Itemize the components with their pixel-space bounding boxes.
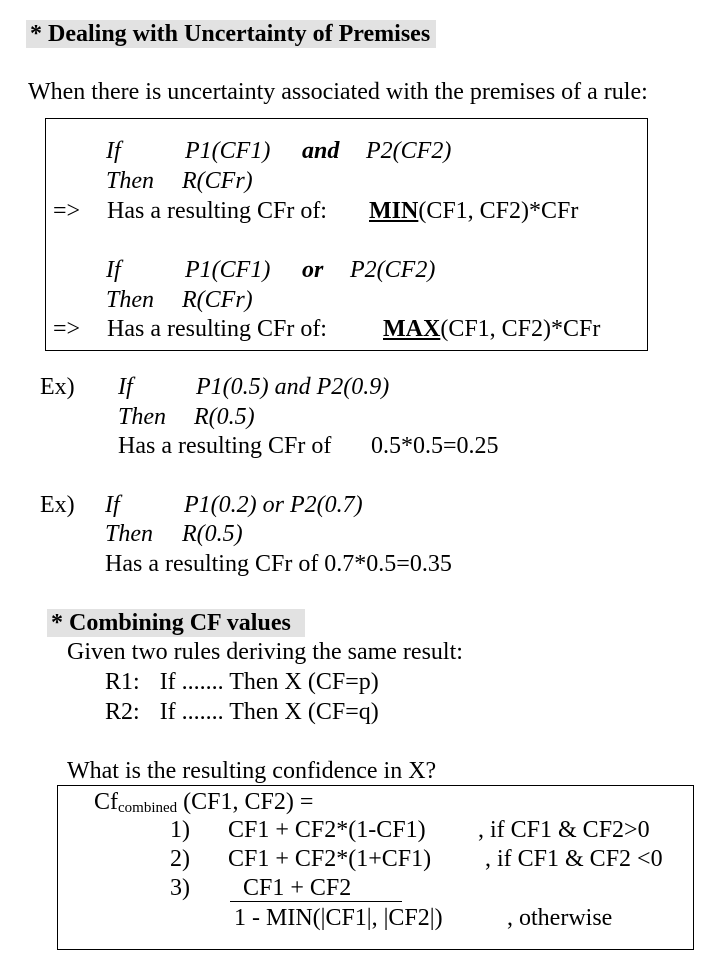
fraction-denominator: 1 - MIN(|CF1|, |CF2|): [234, 905, 443, 931]
cf-symbol: Cf: [94, 789, 118, 815]
example-result: R(0.5): [182, 521, 243, 547]
max-formula: [383, 317, 600, 341]
cf-combined-label: [94, 790, 313, 816]
if-keyword: If: [106, 257, 121, 283]
rule-label: R2:: [105, 699, 140, 725]
result-r: R(CFr): [182, 287, 253, 313]
case-number: 3): [170, 875, 190, 901]
example-calc: 0.5*0.5=0.25: [371, 433, 499, 459]
premise-p2: P2(CF2): [366, 138, 452, 164]
case-condition: , otherwise: [507, 905, 613, 931]
min-function: MIN: [369, 198, 419, 224]
intro-text: When there is uncertainty associated with the premises of a rule:: [28, 79, 648, 105]
operator-or: or: [302, 257, 324, 283]
example-label: Ex): [40, 492, 75, 518]
then-keyword: Then: [118, 404, 166, 430]
implies-arrow: =>: [53, 316, 81, 342]
case-condition: , if CF1 & CF2 <0: [485, 846, 663, 872]
example-premise: P1(0.5) and P2(0.9): [196, 374, 390, 400]
case-number: 1): [170, 817, 190, 843]
section-heading-combining: * Combining CF values: [47, 609, 305, 637]
resulting-cfr-text: Has a resulting CFr of:: [107, 198, 327, 224]
formula-args: (CF1, CF2)*CFr: [440, 316, 601, 342]
case-number: 2): [170, 846, 190, 872]
resulting-cfr-text: Has a resulting CFr of:: [107, 316, 327, 342]
rule-r2: [105, 700, 379, 724]
case-expression: CF1 + CF2*(1-CF1): [228, 817, 426, 843]
section-heading-premises: * Dealing with Uncertainty of Premises: [26, 20, 436, 48]
example-label: Ex): [40, 374, 75, 400]
max-function: MAX: [383, 316, 441, 342]
cf-subscript: combined: [118, 800, 178, 816]
then-keyword: Then: [105, 521, 153, 547]
example-premise: P1(0.2) or P2(0.7): [184, 492, 363, 518]
if-keyword: If: [118, 374, 133, 400]
if-keyword: If: [105, 492, 120, 518]
rule-r1: [105, 670, 379, 694]
formula-args: (CF1, CF2)*CFr: [418, 198, 579, 224]
if-keyword: If: [106, 138, 121, 164]
premise-p2: P2(CF2): [350, 257, 436, 283]
fraction-line: [230, 901, 402, 902]
combining-intro: Given two rules deriving the same result:: [67, 639, 463, 665]
resulting-cfr-text: Has a resulting CFr of 0.7*0.5=0.35: [105, 551, 452, 577]
question-text: What is the resulting confidence in X?: [67, 758, 437, 784]
premise-p1: P1(CF1): [185, 257, 271, 283]
implies-arrow: =>: [53, 198, 81, 224]
premise-p1: P1(CF1): [185, 138, 271, 164]
cf-args: (CF1, CF2) =: [177, 789, 314, 815]
fraction-numerator: CF1 + CF2: [243, 875, 352, 901]
example-result: R(0.5): [194, 404, 255, 430]
case-condition: , if CF1 & CF2>0: [478, 817, 650, 843]
case-expression: CF1 + CF2*(1+CF1): [228, 846, 432, 872]
rule-text: If ....... Then X (CF=p): [159, 669, 379, 695]
resulting-cfr-text: Has a resulting CFr of: [118, 433, 332, 459]
result-r: R(CFr): [182, 168, 253, 194]
operator-and: and: [302, 138, 340, 164]
min-formula: [369, 199, 578, 223]
then-keyword: Then: [106, 168, 154, 194]
rule-text: If ....... Then X (CF=q): [159, 699, 379, 725]
then-keyword: Then: [106, 287, 154, 313]
rule-label: R1:: [105, 669, 140, 695]
